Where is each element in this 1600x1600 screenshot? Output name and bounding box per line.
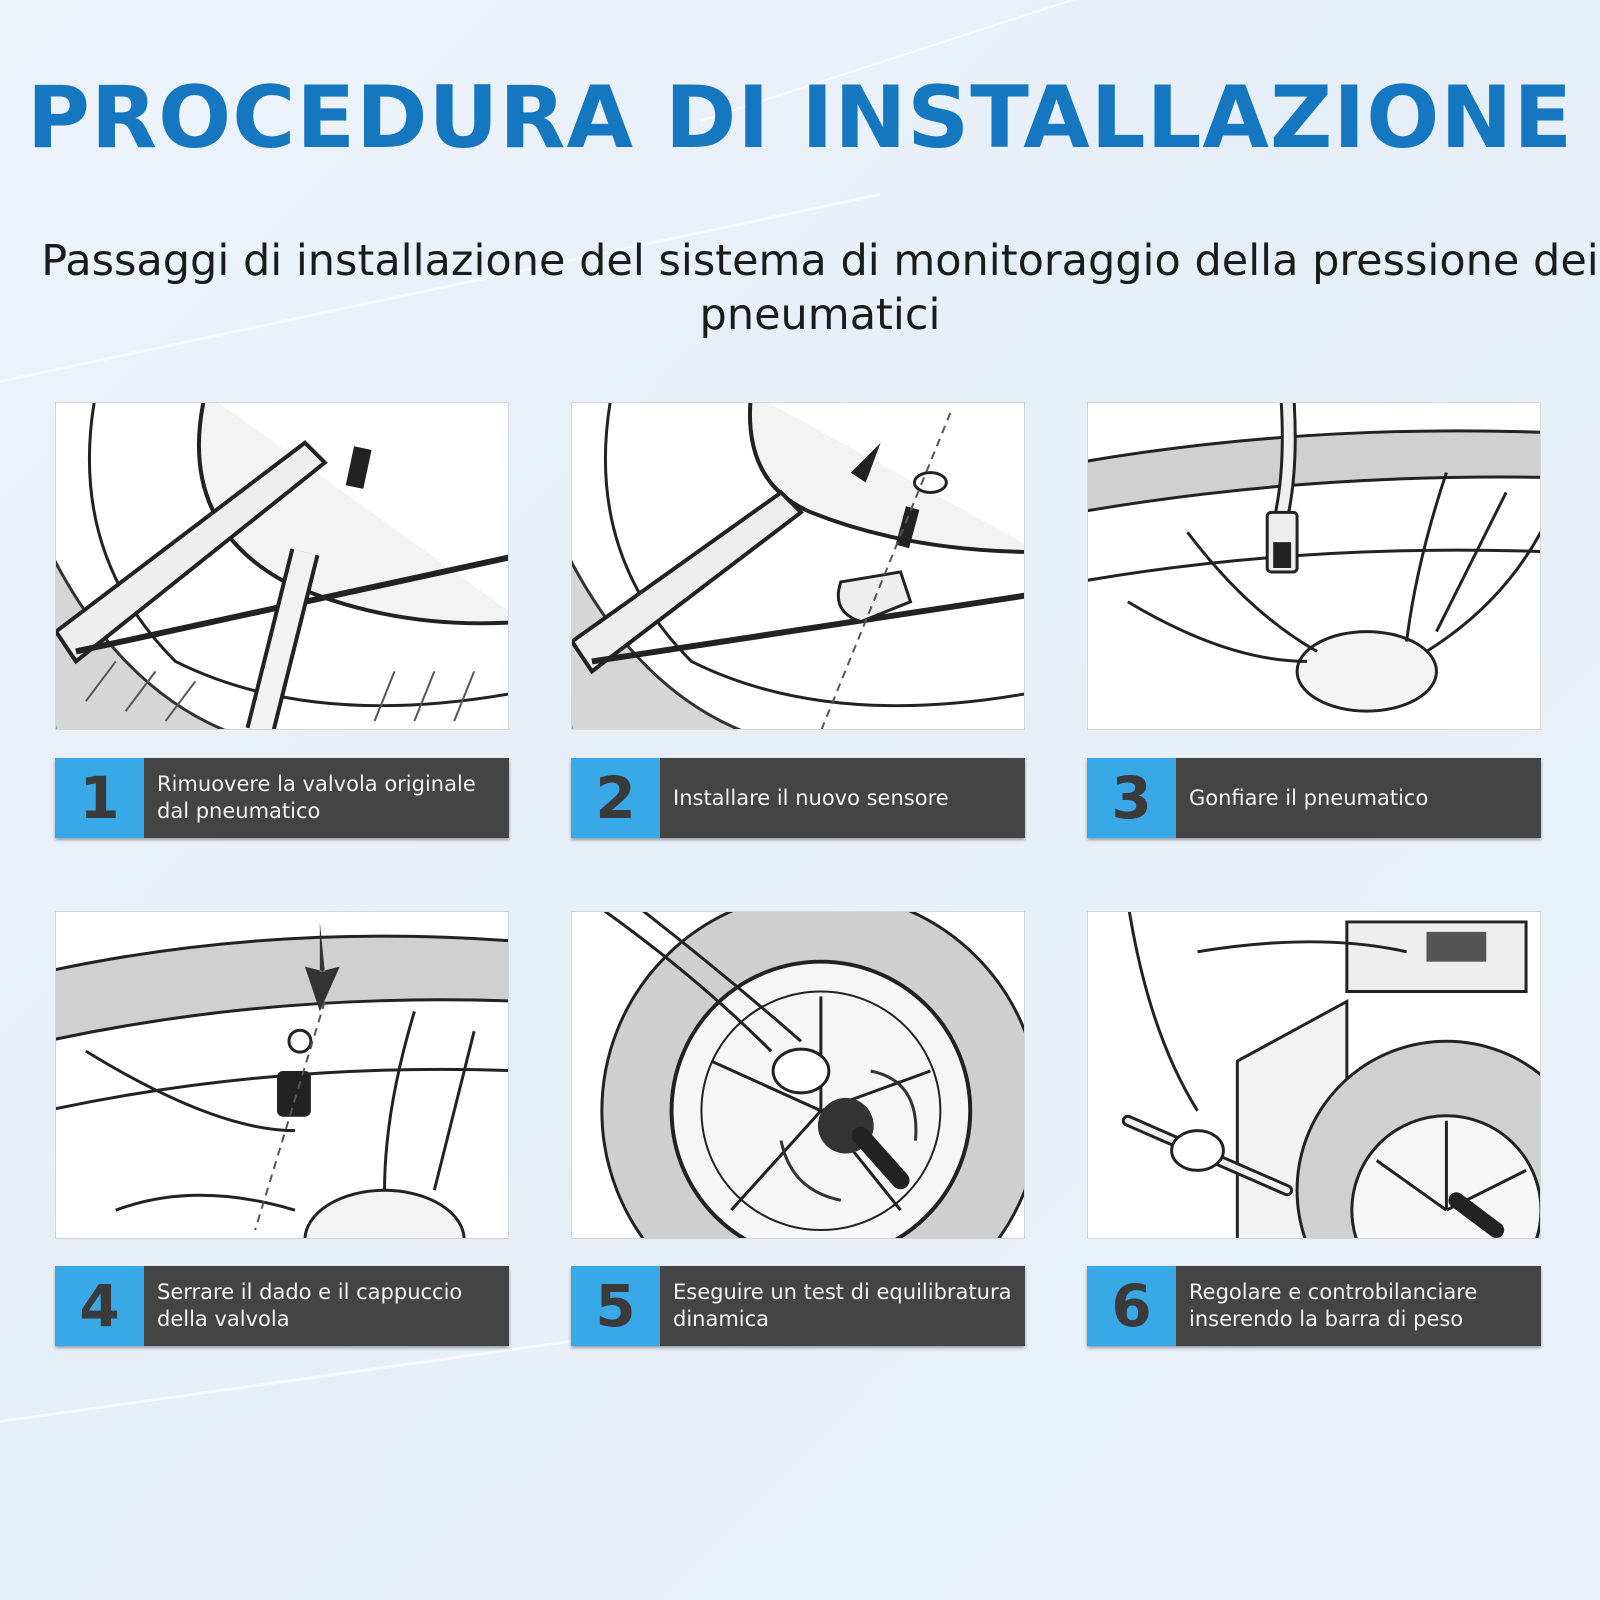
- step-caption: [571, 758, 1025, 838]
- step-number-badge: 4: [55, 1266, 144, 1346]
- weight-bar-illustration: [1087, 911, 1541, 1239]
- step-number-badge: 1: [55, 758, 144, 838]
- step-instruction: Gonfiare il pneumatico: [1189, 785, 1429, 810]
- valve-removal-illustration: [55, 402, 509, 730]
- step-number-badge: 2: [571, 758, 660, 838]
- step-card-1: [55, 402, 509, 838]
- step-instruction: Rimuovere la valvola originale dal pneumatico: [157, 772, 476, 823]
- step-instruction: Eseguire un test di equilibratura dinamica: [673, 1280, 1012, 1331]
- tire-inflation-illustration: [1087, 402, 1541, 730]
- step-card-2: [571, 402, 1025, 838]
- step-caption: [55, 758, 509, 838]
- sensor-install-illustration: [571, 402, 1025, 730]
- step-instruction: Serrare il dado e il cappuccio della valvola: [157, 1280, 463, 1331]
- step-card-5: [571, 911, 1025, 1351]
- wheel-balancing-illustration: [571, 911, 1025, 1239]
- step-card-3: [1087, 402, 1541, 838]
- step-caption: [571, 1266, 1025, 1346]
- page-subtitle: Passaggi di installazione del sistema di monitoraggio della pressione dei pneumatici: [41, 236, 1599, 340]
- step-instruction: Regolare e controbilanciare inserendo la barra di peso: [1189, 1280, 1478, 1331]
- step-card-6: [1087, 911, 1541, 1351]
- step-instruction: Installare il nuovo sensore: [673, 785, 949, 810]
- step-number-badge: 6: [1087, 1266, 1176, 1346]
- page-title: PROCEDURA DI INSTALLAZIONE: [26, 68, 1574, 168]
- step-card-4: [55, 911, 509, 1351]
- step-caption: [55, 1266, 509, 1346]
- step-number-badge: 3: [1087, 758, 1176, 838]
- step-caption: [1087, 1266, 1541, 1346]
- valve-nut-cap-illustration: [55, 911, 509, 1239]
- step-caption: [1087, 758, 1541, 838]
- step-number-badge: 5: [571, 1266, 660, 1346]
